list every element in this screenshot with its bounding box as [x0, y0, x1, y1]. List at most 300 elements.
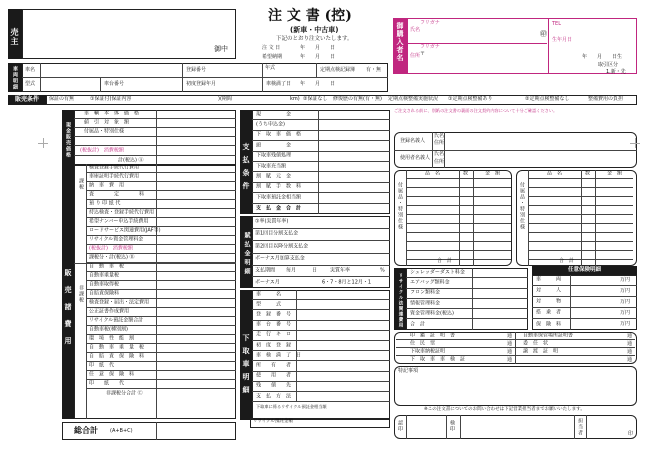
- sales-cond-cost: 整備費用の負担: [588, 96, 624, 102]
- document-right-2-row: [515, 348, 635, 356]
- tradein-row-9-value-field[interactable]: [335, 382, 390, 391]
- expense-ins-6-row: [86, 380, 236, 389]
- tradein-row-5: 初 度 登 録: [256, 342, 292, 349]
- expense-ins-0-row: [86, 326, 236, 335]
- document-subtitle: (新車・中古車): [290, 26, 339, 34]
- vehicle-chassis-label: 車台番号: [104, 81, 125, 87]
- document-left-2: 下取車納税証明: [410, 348, 446, 354]
- payment-row-1-row: [252, 120, 390, 130]
- document-right-1: 委 任 状: [523, 340, 549, 346]
- expense-taxed-2-row: [86, 182, 236, 191]
- expense-tax: (税抜計) 消費税額: [89, 245, 133, 252]
- vehicle-name-label: 車名: [25, 67, 36, 73]
- insurance-row-4: 保 険 料: [536, 321, 562, 327]
- tradein-row-7-value-field[interactable]: [335, 361, 390, 370]
- installment-row-3-row: [252, 254, 390, 267]
- buyer-bank-label: 取引区分: [598, 62, 619, 68]
- reg-user-name: 氏名: [434, 151, 445, 157]
- expense-subtotal: 課税分・計(税込) Ⓑ: [89, 254, 135, 261]
- expense-nontax-3: 自賠責保険料: [89, 290, 120, 297]
- document-title: 注 文 書 (控): [268, 8, 352, 24]
- seller-onchu: 御中: [214, 45, 228, 53]
- expenses-label: 販売諸費用: [62, 164, 74, 419]
- expense-tax-value-field[interactable]: [176, 245, 236, 253]
- expense-ins-3-row: [86, 353, 236, 362]
- expense-ins-0-value-field[interactable]: [176, 326, 236, 334]
- buyer-birth-value[interactable]: 年 月 日生: [582, 54, 623, 60]
- document-left-0: 印 鑑 証 明 書: [410, 332, 456, 338]
- expense-taxed-6-value-field[interactable]: [176, 218, 236, 226]
- sales-cond-warranty-yes[interactable]: ①保証付(保証内容: [90, 96, 132, 102]
- vehicle-check-option[interactable]: 有・無: [366, 67, 382, 73]
- price-row-discount: 値 引 対 象 額: [84, 119, 130, 126]
- installment-pct: %: [380, 267, 385, 274]
- installment-rate: 実質年率: [330, 267, 351, 274]
- installment-row-1-row: [252, 229, 390, 242]
- insurance-unit-2: 万円: [620, 299, 631, 305]
- tradein-row-2-row: [252, 310, 390, 320]
- expense-taxed-4-row: [86, 200, 236, 209]
- crop-mark-right-v: [635, 138, 636, 148]
- document-left-0-row: [396, 332, 515, 340]
- insurance-label: 任意保険明細: [532, 266, 637, 275]
- expense-nontax-6-row: [86, 317, 236, 326]
- expense-taxed-2-value-field[interactable]: [176, 182, 236, 190]
- expense-taxed-1-value-field[interactable]: [176, 173, 236, 181]
- buyer-birth-label: 生年月日: [552, 37, 573, 43]
- expense-ins-1-row: [86, 335, 236, 344]
- sales-cond-warranty-no[interactable]: ②保証なし: [303, 96, 328, 102]
- expense-taxed-6-row: [86, 218, 236, 227]
- insurance-row-2-value-field[interactable]: [595, 297, 637, 307]
- payment-row-6: 割 賦 元 金: [256, 173, 292, 180]
- installment-row-0-row: [252, 216, 390, 229]
- grand-total-formula: (A+B+C): [110, 428, 133, 434]
- document-right-2: 譲 渡 証 明: [523, 348, 559, 354]
- document-left-3-row: [396, 356, 515, 364]
- expense-ins-3-value-field[interactable]: [176, 353, 236, 361]
- expense-nontax-0: 自 動 車 税: [89, 263, 125, 270]
- expense-nontax-5-value-field[interactable]: [176, 308, 236, 316]
- expense-taxed-4: 預 り 印 紙 代: [89, 200, 121, 207]
- insurance-unit-4: 万円: [620, 321, 631, 327]
- tradein-row-1-value-field[interactable]: [335, 300, 390, 309]
- payment-row-7: 割 賦 手 数 料: [256, 183, 302, 190]
- installment-row-2: 第2回目以降分割支払金: [255, 243, 309, 250]
- buyer-address-field[interactable]: [420, 51, 545, 71]
- expense-taxed-7-value-field[interactable]: [176, 227, 236, 235]
- expense-nontax-total-value-field[interactable]: [176, 389, 236, 398]
- payment-row-4-row: [252, 152, 390, 162]
- recycle-label: リサイクル法関連費用: [394, 268, 406, 330]
- expense-nontax-1-row: [86, 272, 236, 281]
- tradein-note1: 下取車に係るリサイクル預託金相当額: [256, 404, 327, 409]
- document-left-1: 住 民 票: [410, 340, 436, 346]
- recycle-row-5-value-field[interactable]: [479, 320, 528, 330]
- payment-row-2-row: [252, 131, 390, 141]
- payment-row-5-row: [252, 162, 390, 172]
- accessories-left-header-0: 品 名: [425, 170, 441, 177]
- expense-taxed-2: 納 車 費 用: [89, 182, 125, 189]
- payment-row-1-value-field[interactable]: [335, 120, 390, 129]
- buyer-seal-icon: ㊞: [540, 30, 547, 38]
- expense-taxed-8-value-field[interactable]: [176, 236, 236, 244]
- payment-label: 支払条件: [240, 110, 252, 214]
- payment-row-0: 現 金: [256, 111, 292, 118]
- sales-cond-repair[interactable]: 修復歴の有無(有・無): [333, 96, 382, 102]
- tradein-row-8-row: [252, 372, 390, 382]
- expense-nontax-5-row: [86, 308, 236, 317]
- accessories-left-col-divider: [473, 170, 474, 266]
- accessories-right-header-1: 数: [585, 170, 591, 177]
- document-right-unit-3: 通: [627, 357, 633, 363]
- recycle-row-2-row: [406, 289, 528, 299]
- accessories-right-header-0: 品 名: [547, 170, 563, 177]
- expense-taxed-4-value-field[interactable]: [176, 200, 236, 208]
- document-left-1-row: [396, 340, 515, 348]
- crop-mark-left-v: [43, 138, 44, 148]
- insurance-row-0: 車 両: [536, 276, 562, 283]
- tradein-row-0-row: [252, 290, 390, 300]
- recycle-row-0-row: [406, 268, 528, 278]
- payment-row-0-value-field[interactable]: [335, 110, 390, 119]
- accessories-right-total: 合 計: [559, 258, 575, 264]
- grand-total-label: 総合計: [74, 426, 98, 435]
- reg-user-label: 使用者名義人: [400, 155, 431, 161]
- order-date-value[interactable]: 年 月 日: [300, 45, 336, 51]
- delivery-date-label: 希望納期: [262, 54, 283, 60]
- recycle-row-3-value-field[interactable]: [479, 299, 528, 308]
- expense-taxed-1-row: [86, 173, 236, 182]
- reg-owner-name: 氏名: [434, 133, 445, 139]
- payment-row-8-value-field[interactable]: [335, 193, 390, 202]
- document-right-0: 自動車保管場所証明書: [523, 332, 574, 338]
- expenses-taxed-side: 課税: [78, 178, 84, 190]
- expense-taxed-8-row: [86, 236, 236, 245]
- reg-user-field[interactable]: [446, 151, 634, 167]
- payment-row-5: 下取車充当額: [256, 163, 287, 170]
- expense-taxed-5-value-field[interactable]: [176, 209, 236, 217]
- installment-period-label: 支払期間: [255, 267, 276, 274]
- expense-taxed-0-row: [86, 164, 236, 173]
- recycle-row-4: 資金管理料金(税込): [410, 310, 454, 317]
- reg-owner-address: 住所: [434, 140, 445, 146]
- expense-nontax-4: 検査登録・届出・法定費用: [89, 299, 150, 306]
- payment-row-4: 下取車残債処理: [256, 152, 292, 159]
- buyer-tel-field[interactable]: [565, 20, 633, 30]
- expense-subtotal-value-field[interactable]: [176, 254, 236, 262]
- expense-nontax-3-value-field[interactable]: [176, 290, 236, 298]
- price-row-accessories: 付属品・特別仕様: [84, 128, 125, 135]
- accessories-left-header-1: 数: [463, 170, 469, 177]
- expense-ins-4-row: [86, 362, 236, 371]
- footer-sign-box: [394, 415, 637, 439]
- recycle-row-5-row: [406, 320, 528, 330]
- tradein-row-2-value-field[interactable]: [335, 310, 390, 319]
- footer-seal: 印: [628, 431, 634, 437]
- document-right-unit-2: 通: [627, 349, 633, 355]
- installment-row-0-value-field[interactable]: [335, 216, 390, 228]
- tradein-row-10-row: [252, 392, 390, 402]
- recycle-row-2: フロン類料金: [410, 289, 441, 296]
- expense-nontax-2-row: [86, 281, 236, 290]
- sales-cond-inspection-yes[interactable]: ①定期点検整備あり: [448, 96, 493, 102]
- expense-nontax-4-row: [86, 299, 236, 308]
- sales-condition-label: 販売条件: [8, 95, 46, 105]
- sales-cond-warranty: 保証の有無: [49, 96, 75, 102]
- insurance-unit-3: 万円: [620, 310, 631, 316]
- recycle-row-5: 合 計: [410, 321, 426, 328]
- expense-nontax-total-row: [86, 389, 236, 398]
- expense-taxed-7: ロードサービス関連費用(JAF等): [89, 227, 161, 234]
- expense-taxed-7-row: [86, 227, 236, 236]
- recycle-row-0-value-field[interactable]: [479, 268, 528, 277]
- installment-label: 賦払金明細: [240, 216, 252, 288]
- installment-row-3: ボーナス月加算支払金: [255, 255, 305, 262]
- buyer-furigana-label: フリガナ: [420, 20, 440, 26]
- payment-row-6-value-field[interactable]: [335, 172, 390, 181]
- buyer-address-label: 住所: [410, 53, 421, 59]
- expense-taxed-0-value-field[interactable]: [176, 164, 236, 172]
- tradein-row-0-value-field[interactable]: [335, 290, 390, 299]
- buyer-postal-icon: 〒: [420, 51, 426, 57]
- payment-row-2-value-field[interactable]: [335, 131, 390, 140]
- expense-nontax-1-value-field[interactable]: [176, 272, 236, 280]
- installment-row-1: 第1回目分割支払金: [255, 230, 299, 237]
- accessories-right-col-divider: [595, 170, 596, 266]
- recycle-row-0: シュレッダーダスト料金: [410, 269, 465, 276]
- expense-tax-row: [86, 245, 236, 254]
- tradein-row-6: 車 検 満 了 日: [256, 352, 302, 359]
- expense-ins-6-value-field[interactable]: [176, 380, 236, 388]
- vehicle-label: 車両明細: [8, 63, 22, 92]
- document-left-unit-3: 通: [507, 357, 513, 363]
- insurance-row-0-value-field[interactable]: [595, 275, 637, 285]
- tradein-row-3-row: [252, 321, 390, 331]
- expense-nontax-5: 公正証書作成費用: [89, 308, 130, 315]
- expense-ins-5-value-field[interactable]: [176, 371, 236, 379]
- expense-ins-1: 環 境 性 能 割: [89, 335, 135, 342]
- document-right-3-row: [515, 356, 635, 364]
- recycle-row-2-value-field[interactable]: [479, 289, 528, 298]
- vehicle-model-label: 型式: [25, 81, 36, 87]
- payment-row-7-row: [252, 183, 390, 193]
- buyer-bank-options[interactable]: 1.新・先: [606, 69, 626, 75]
- special-notes-label: 特記事項: [398, 368, 419, 374]
- tradein-row-9: 残 債 先: [256, 382, 292, 389]
- installment-row-1-value-field[interactable]: [335, 229, 390, 241]
- tradein-row-3: 車 台 番 号: [256, 321, 292, 328]
- document-left-unit-0: 通: [507, 333, 513, 339]
- expense-taxed-6: 希望ナンバー申込手続費用: [89, 218, 149, 225]
- expense-ins-2-value-field[interactable]: [176, 344, 236, 352]
- payment-total-value-field[interactable]: [335, 204, 390, 214]
- installment-row-2-value-field[interactable]: [335, 241, 390, 253]
- expense-nontax-1: 自動車重量税: [89, 272, 120, 279]
- accessories-left-col-divider: [459, 170, 460, 266]
- insurance-row-3: 搭 乗 者: [536, 309, 562, 316]
- document-left-3: 下 取 車 車 検 証: [410, 356, 466, 363]
- tradein-row-4: 走 行 キ ロ: [256, 331, 292, 338]
- price-row-tax: (税抜計) 消費税額: [80, 147, 124, 153]
- insurance-row-1-value-field[interactable]: [595, 286, 637, 296]
- tradein-row-8: 使 用 者: [256, 372, 292, 379]
- expense-ins-5: 任 意 保 険 料: [89, 371, 135, 378]
- recycle-row-1-value-field[interactable]: [479, 278, 528, 287]
- tradein-row-9-row: [252, 382, 390, 392]
- reg-owner-field[interactable]: [446, 133, 634, 149]
- installment-row-0: ①率(実質年率): [255, 218, 289, 225]
- payment-row-4-value-field[interactable]: [335, 152, 390, 161]
- tradein-row-5-value-field[interactable]: [335, 341, 390, 350]
- recycle-row-1: エアバッグ類料金: [410, 279, 450, 286]
- recycle-row-3: 情報管理料金: [410, 300, 441, 307]
- payment-row-1: (うち申込金): [256, 121, 285, 128]
- tradein-row-7: 所 有 者: [256, 362, 292, 369]
- expense-ins-0: 自動車税(種別割): [89, 326, 128, 333]
- tradein-row-8-value-field[interactable]: [335, 372, 390, 381]
- payment-row-5-value-field[interactable]: [335, 162, 390, 171]
- sales-cond-period: )(期間: [218, 96, 232, 102]
- tradein-row-4-value-field[interactable]: [335, 331, 390, 340]
- expense-ins-5-row: [86, 371, 236, 380]
- vehicle-first-reg-label: 初度登録年月: [186, 81, 217, 87]
- expense-ins-2: 自 動 車 重 量 税: [89, 344, 145, 351]
- accessories-left-total: 合 計: [437, 258, 453, 264]
- vehicle-name-field[interactable]: [40, 64, 180, 76]
- insurance-unit-0: 万円: [620, 277, 631, 283]
- payment-total: 支 払 金 合 計: [256, 205, 302, 212]
- delivery-date-value[interactable]: 年 月 日: [300, 54, 336, 60]
- document-right-unit-1: 通: [627, 341, 633, 347]
- document-note: 下記のとおり注文いたします。: [276, 36, 353, 42]
- tradein-row-7-row: [252, 361, 390, 371]
- document-left-2-row: [396, 348, 515, 356]
- insurance-row-1: 対 人: [536, 287, 562, 294]
- installment-bonus: ボーナス月: [255, 279, 280, 285]
- buyer-address-furigana: フリガナ: [420, 44, 440, 50]
- payment-row-7-value-field[interactable]: [335, 183, 390, 192]
- payment-total-row: [252, 204, 390, 214]
- recycle-row-4-value-field[interactable]: [479, 309, 528, 318]
- installment-bonus-months: 6・7・8月と12月・1: [322, 279, 372, 285]
- payment-row-8: 下取車預託金相当額: [256, 194, 302, 201]
- tradein-row-3-value-field[interactable]: [335, 321, 390, 330]
- tradein-row-10-value-field[interactable]: [335, 392, 390, 401]
- expense-ins-6: 印 紙 代: [89, 380, 125, 387]
- expense-ins-1-value-field[interactable]: [176, 335, 236, 343]
- insurance-row-4-value-field[interactable]: [595, 319, 637, 330]
- vehicle-regular-check-label: 定期点検記録簿: [320, 67, 356, 73]
- expense-taxed-8: リサイクル資金管理料金: [89, 236, 144, 243]
- document-right-unit-0: 通: [627, 333, 633, 339]
- reg-user-address: 住所: [434, 159, 445, 165]
- expense-taxed-0: 検査登録手続代行費用: [89, 164, 140, 171]
- expense-ins-4-value-field[interactable]: [176, 362, 236, 370]
- seller-label: 売主: [8, 9, 22, 59]
- expense-taxed-3-row: [86, 191, 236, 200]
- price-row-total: 計(税込) Ⓐ: [118, 157, 144, 164]
- payment-row-0-row: [252, 110, 390, 120]
- vehicle-inspection-label: 車検満了日: [266, 81, 292, 87]
- expenses-nontax-side: 非課税: [78, 285, 84, 303]
- tradein-row-1-row: [252, 300, 390, 310]
- expense-nontax-2-value-field[interactable]: [176, 281, 236, 289]
- installment-day: 日: [312, 267, 318, 274]
- sales-cond-inspection: 定期点検整備実施状況: [388, 96, 439, 102]
- tradein-row-4-row: [252, 331, 390, 341]
- recycle-row-3-row: [406, 299, 528, 309]
- document-right-1-row: [515, 340, 635, 348]
- expense-nontax-2: 自動車取得税: [89, 281, 120, 288]
- expense-nontax-6-value-field[interactable]: [176, 317, 236, 325]
- expense-taxed-5: 持込検査・登録手続代行費用: [89, 209, 155, 216]
- expense-nontax-0-value-field[interactable]: [176, 263, 236, 271]
- tradein-row-6-row: [252, 351, 390, 361]
- buyer-tel-label: TEL: [552, 21, 561, 27]
- installment-row-2-row: [252, 241, 390, 254]
- installment-row-3-value-field[interactable]: [335, 254, 390, 266]
- expense-ins-3: 自 賠 責 保 険 料: [89, 353, 145, 360]
- insurance-row-3-value-field[interactable]: [595, 308, 637, 318]
- order-date-label: 注 文 日: [262, 45, 281, 51]
- expense-taxed-5-row: [86, 209, 236, 218]
- expense-taxed-3-value-field[interactable]: [176, 191, 236, 199]
- seller-box[interactable]: [22, 9, 236, 59]
- footer-note: ※この注文書についてのお問い合わせは下記営業担当者までお願いいたします。: [424, 407, 585, 412]
- price-label: 現金販売価格: [62, 110, 74, 166]
- expense-nontax-0-row: [86, 263, 236, 272]
- tradein-row-5-row: [252, 341, 390, 351]
- accessories-right-col-divider: [581, 170, 582, 266]
- expense-taxed-3: 査 定 料: [89, 191, 145, 198]
- tradein-note2: リサイクル預託金額: [253, 419, 293, 424]
- accessories-right-header-2: 金 額: [607, 170, 623, 177]
- tradein-label: 下取車明細: [240, 290, 252, 420]
- payment-row-3: 頭 金: [256, 142, 292, 149]
- expense-ins-2-row: [86, 344, 236, 353]
- expense-nontax-4-value-field[interactable]: [176, 299, 236, 307]
- expense-nontax-3-row: [86, 290, 236, 299]
- reg-owner-label: 登録名義人: [400, 138, 426, 144]
- special-notes-box[interactable]: [394, 366, 637, 406]
- payment-row-2: 下 取 車 価 格: [256, 131, 302, 138]
- payment-row-6-row: [252, 172, 390, 182]
- buyer-label: 御購入者名: [393, 18, 407, 74]
- tradein-row-2: 登 録 番 号: [256, 311, 292, 318]
- expense-ins-4: 印 紙 代: [89, 362, 115, 369]
- accessories-label: 付属品・特別仕様: [397, 182, 403, 230]
- tradein-row-10: 支 払 方 法: [256, 393, 292, 400]
- expense-subtotal-row: [86, 254, 236, 263]
- vehicle-year-label: 年式: [265, 65, 276, 71]
- document-left-unit-2: 通: [507, 349, 513, 355]
- payment-row-3-value-field[interactable]: [335, 141, 390, 150]
- sales-cond-inspection-no[interactable]: ②定期点検整備なし: [525, 96, 570, 102]
- recycle-row-1-row: [406, 278, 528, 288]
- buyer-name-field[interactable]: [420, 27, 540, 37]
- vehicle-reg-label: 登録番号: [186, 67, 207, 73]
- tradein-row-6-value-field[interactable]: [335, 351, 390, 360]
- price-row-body: 車 輌 本 体 価 格: [84, 110, 140, 117]
- accessories-left-header-2: 金 額: [485, 170, 501, 177]
- recycle-row-4-row: [406, 309, 528, 319]
- vehicle-inspection-date[interactable]: 年 月 日: [300, 81, 336, 87]
- payment-row-3-row: [252, 141, 390, 151]
- footer-tanto: 担当者: [577, 418, 583, 436]
- sales-cond-km: km): [290, 96, 300, 102]
- buyer-name-label: 氏名: [410, 27, 421, 33]
